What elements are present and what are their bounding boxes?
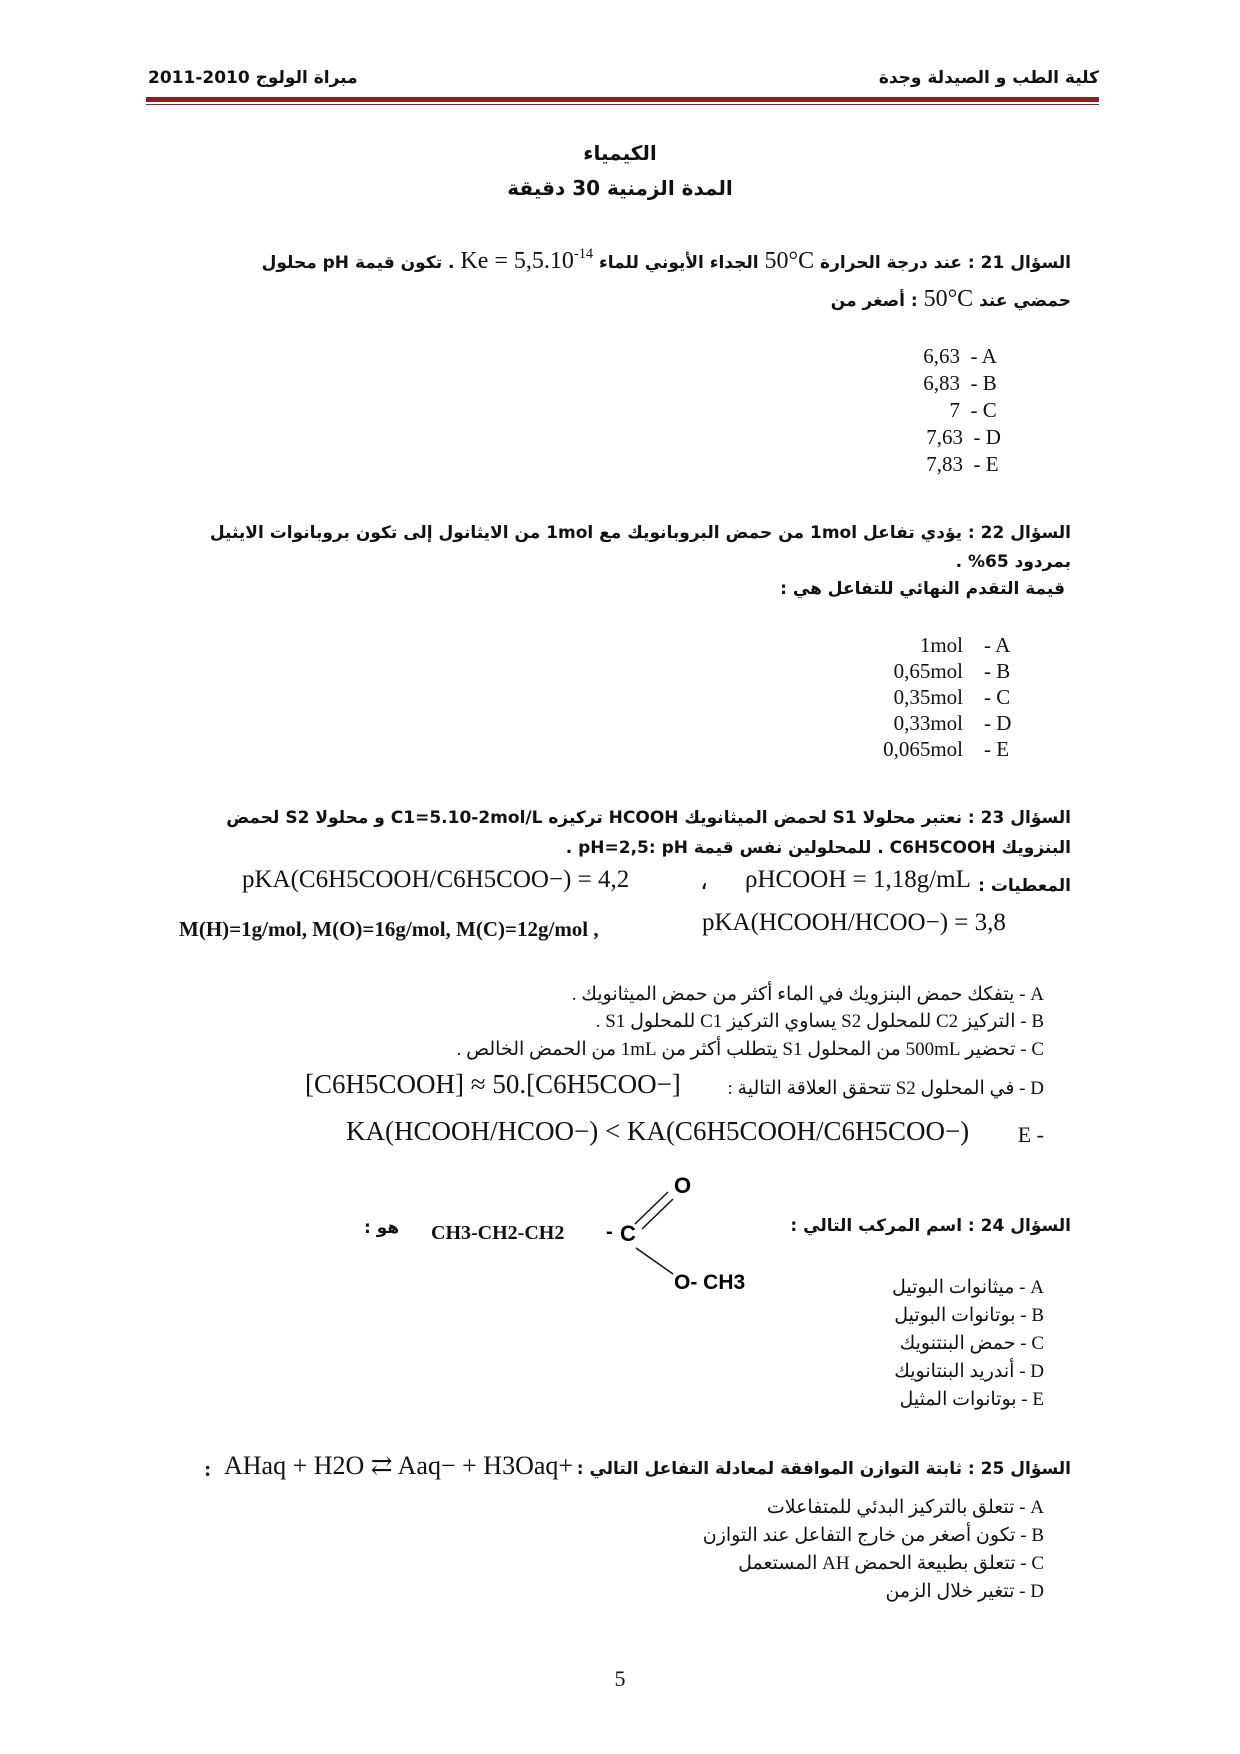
- carbon-atom: C: [620, 1221, 636, 1246]
- q23-rho: ρHCOOH = 1,18g/mL: [745, 866, 971, 893]
- q25-option-b[interactable]: B - تكون أصغر من خارج التفاعل عند التوازن: [702, 1525, 1044, 1546]
- q24-option-d[interactable]: D - أندريد البنتانويك: [894, 1361, 1044, 1382]
- q22-option-a[interactable]: 1mol - A: [919, 633, 1011, 657]
- q25-option-d[interactable]: D - تتغير خلال الزمن: [885, 1581, 1044, 1602]
- q21-temp: 50°C: [764, 248, 815, 275]
- q25-colon: :: [204, 1456, 212, 1481]
- q22-line1: السؤال 22 : يؤدي تفاعل 1mol من حمض البروبانويك مع 1mol من الايثانول إلى تكون بروبانوات الايثيل: [209, 523, 1071, 543]
- double-bond-line-2: [642, 1199, 673, 1229]
- q21-option-b[interactable]: 6,83 - B: [923, 371, 997, 395]
- q23-option-d[interactable]: D - في المحلول S2 تتحقق العلاقة التالية :: [727, 1078, 1044, 1099]
- q25-option-a[interactable]: A - تتعلق بالتركيز البدئي للمتفاعلات: [766, 1497, 1044, 1518]
- q24-option-a[interactable]: A - ميثانوات البوتيل: [891, 1277, 1044, 1298]
- q24-option-e[interactable]: E - بوتانوات المثيل: [899, 1389, 1044, 1410]
- header-faculty: كلية الطب و الصيدلة وجدة: [878, 68, 1099, 88]
- duration-title: المدة الزمنية 30 دقيقة: [507, 176, 733, 200]
- q22-line3: قيمة التقدم النهائي للتفاعل هي :: [780, 579, 1065, 599]
- q21-option-a[interactable]: 6,63 - A: [923, 344, 997, 368]
- oxygen-atom: O: [674, 1173, 692, 1198]
- q23-option-c[interactable]: C - تحضير 500mL من المحلول S1 يتطلب أكثر من 1mL من الحمض الخالص .: [456, 1039, 1044, 1060]
- q21-option-e[interactable]: 7,83 - E: [926, 452, 999, 476]
- q23-option-e[interactable]: - E: [1017, 1122, 1044, 1147]
- q24-option-c[interactable]: C - حمض البنتنويك: [899, 1333, 1044, 1354]
- q21-option-d[interactable]: 7,63 - D: [926, 425, 1001, 449]
- subject-title: الكيمياء: [583, 141, 657, 165]
- q21-option-c[interactable]: 7 - C: [949, 398, 997, 422]
- q22-option-c[interactable]: 0,35mol - C: [893, 685, 1011, 709]
- header-exam: مبراة الولوج 2010-2011: [148, 68, 358, 88]
- header-rule-thick: [146, 97, 1099, 102]
- q21-options: [905, 344, 1001, 477]
- q23-pka2: pKA(HCOOH/HCOO−) = 3,8: [702, 909, 1006, 936]
- q23-option-b[interactable]: B - التركيز C2 للمحلول S2 يساوي التركيز C1 للمحلول S1 .: [595, 1011, 1044, 1032]
- q23-data-label: المعطيات :: [978, 876, 1071, 896]
- svg-text:-: -: [606, 1221, 613, 1243]
- q23-comma: ،: [700, 868, 709, 895]
- q25-stem: السؤال 25 : ثابتة التوازن الموافقة لمعادلة التفاعل التالي :: [576, 1459, 1071, 1479]
- q24-chain: CH3-CH2-CH2: [431, 1222, 565, 1244]
- q23-option-d-equation: [C6H5COOH] ≈ 50.[C6H5COO−]: [305, 1069, 681, 1099]
- q23-option-e-equation: KA(HCOOH/HCOO−) < KA(C6H5COOH/C6H5COO−): [346, 1116, 970, 1146]
- page-number: 5: [614, 1666, 626, 1691]
- ester-structure: [598, 1166, 778, 1296]
- q22-options: [868, 633, 1011, 762]
- q25-equation: AHaq + H2O ⇄ Aaq− + H3Oaq+: [224, 1451, 574, 1480]
- q22-option-e[interactable]: 0,065mol - E: [883, 737, 1010, 761]
- q21-line2: حمضي عند 50°C : أصغر من: [830, 286, 1071, 312]
- q23-line2: البنزويك C6H5COOH . للمحلولين نفس قيمة pH=2,5: pH .: [565, 838, 1071, 858]
- q23-line1: السؤال 23 : نعتبر محلولا S1 لحمض الميثانويك HCOOH تركيزه C1=5.10-2mol/L و محلولا S2 لحمض: [226, 808, 1071, 828]
- q23-masses: M(H)=1g/mol, M(O)=16g/mol, M(C)=12g/mol ,: [179, 917, 599, 941]
- q22-option-b[interactable]: 0,65mol - B: [893, 659, 1011, 683]
- q22-option-d[interactable]: 0,33mol - D: [893, 711, 1012, 735]
- q25-option-c[interactable]: C - تتعلق بطبيعة الحمض AH المستعمل: [738, 1553, 1044, 1574]
- q21-line1: السؤال 21 : عند درجة الحرارة 50°C الجداء الأيوني للماء $Ke = 5,5.10^{-14}$ . تكون قيمة pH محلول: [261, 246, 1071, 275]
- q24-stem: السؤال 24 : اسم المركب التالي :: [790, 1216, 1071, 1236]
- q22-line2: بمردود 65% .: [955, 552, 1071, 572]
- q21-ke: $Ke = 5,5.10^{-14}$: [460, 246, 594, 275]
- q24-is: هو :: [364, 1218, 400, 1238]
- single-bond-line: [636, 1248, 673, 1274]
- q24-option-b[interactable]: B - بوتانوات البوتيل: [894, 1305, 1044, 1326]
- q23-pka1: pKA(C6H5COOH/C6H5COO−) = 4,2: [242, 866, 630, 893]
- methoxy-group: O- CH3: [674, 1271, 746, 1294]
- q23-option-a[interactable]: A - يتفكك حمض البنزويك في الماء أكثر من حمض الميثانويك .: [571, 984, 1044, 1005]
- header-rule-thin: [146, 104, 1099, 105]
